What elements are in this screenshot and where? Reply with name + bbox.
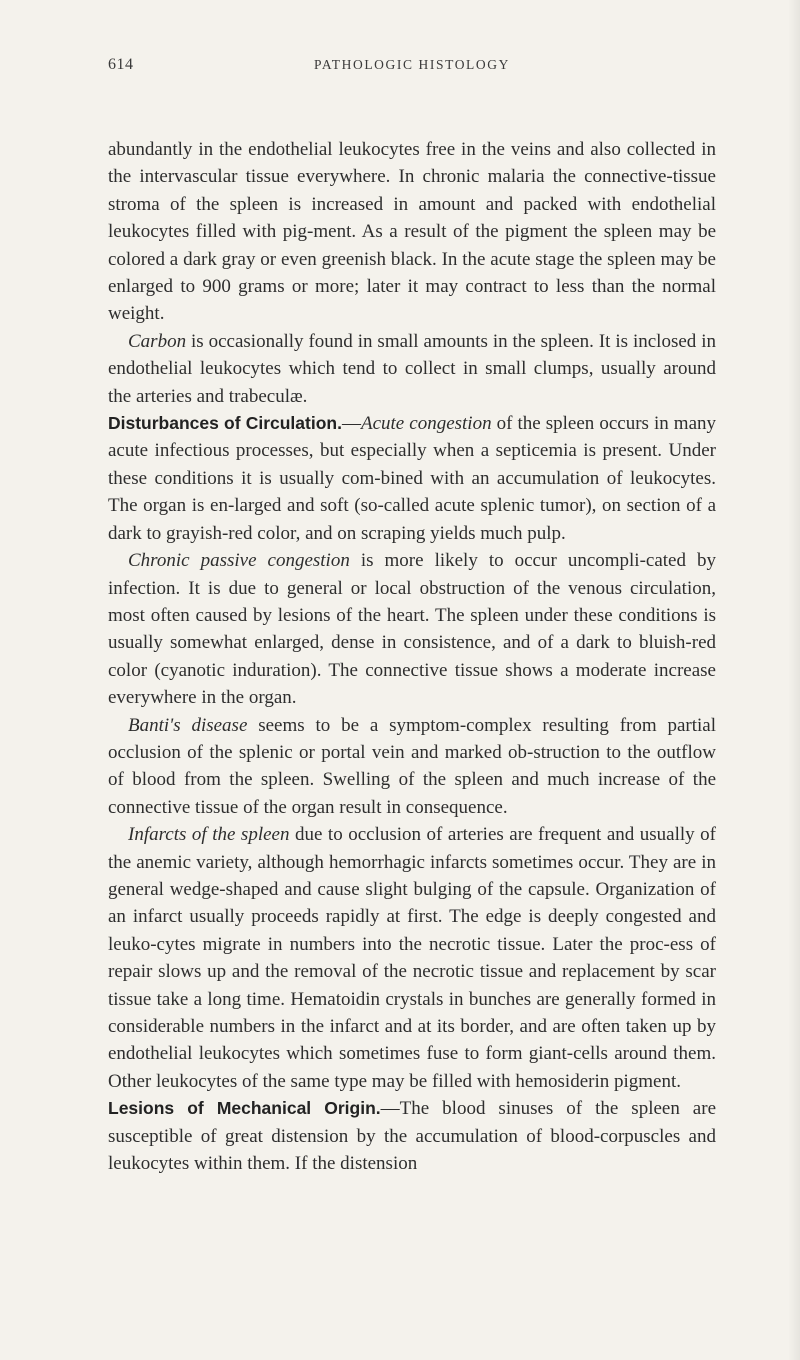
section-heading-circulation: Disturbances of Circulation.: [108, 413, 342, 434]
paragraph-text: due to occlusion of arteries are frequent and usually of the anemic variety, although hemorrhagic infarcts sometimes occur. They are in general wedge-shaped and cause slight bulging of the capsule. Organization of an infarct usually proceeds rapidly at first. The edge is deeply congested and leuko-cytes migrate in numbers into the necrotic tissue. Later the proc-ess of repair slows up and the removal of the necrotic tissue and replacement by scar tissue take a long time. Hematoidin crystals in bunches are generally formed in considerable numbers in the infarct and at its border, and are often taken up by endothelial leukocytes which sometimes fuse to form giant-cells around them. Other leukocytes of the same type may be filled with hemosiderin pigment.: [108, 824, 716, 1092]
paragraph-text: seems to be a symptom-complex resulting from partial occlusion of the splenic or portal vein and marked ob-struction to the outflow of blood from the spleen. Swelling of the spleen and much increase of the connective tissue of the organ result in consequence.: [108, 714, 717, 818]
paragraph-text: of the spleen occurs in many acute infectious processes, but especially when a septicemia is present. Under these conditions it is usually com-bined with an accumulation of leukocytes. The organ is en-larged and soft (so-called acute splenic tumor), on section of a dark to grayish-red color, and on scraping yields much pulp.: [108, 413, 717, 544]
term-bantis-disease: Banti's disease: [128, 714, 248, 736]
paragraph-infarcts: [108, 821, 716, 1095]
paragraph-carbon: [108, 328, 716, 410]
term-chronic-passive-congestion: Chronic passive congestion: [128, 550, 350, 572]
paragraph-malaria: [108, 136, 716, 328]
paragraph-bantis-disease: [108, 712, 716, 822]
page-edge-shadow: [788, 0, 800, 1360]
heading-dash: —: [341, 413, 361, 435]
term-carbon: Carbon: [128, 330, 187, 352]
paragraph-text: is occasionally found in small amounts in the spleen. It is inclosed in endothelial leukocytes which tend to collect in small clumps, usually around the arteries and trabeculæ.: [108, 330, 716, 407]
heading-dash: —: [380, 1098, 400, 1120]
term-infarcts-of-spleen: Infarcts of the spleen: [128, 824, 290, 846]
running-head: PATHOLOGIC HISTOLOGY: [314, 57, 510, 72]
body-text: [108, 136, 716, 1177]
section-heading-mechanical: Lesions of Mechanical Origin.: [108, 1098, 381, 1119]
term-acute-congestion: Acute congestion: [360, 413, 492, 435]
paragraph-chronic-passive-congestion: [108, 547, 716, 711]
paragraph-text: The blood sinuses of the spleen are susceptible of great distension by the accumulation of blood-corpuscles and leukocytes within them. If the distension: [108, 1098, 717, 1175]
paragraph-mechanical-lesions: [108, 1095, 716, 1177]
page-number: 614: [108, 56, 134, 73]
page-header: [108, 56, 716, 80]
paragraph-disturbances-of-circulation: [108, 410, 716, 547]
paragraph-text: is more likely to occur uncompli-cated by infection. It is due to general or local obstruction of the venous circulation, most often caused by lesions of the heart. The spleen under these conditions is usually somewhat enlarged, dense in consistence, and of a dark to bluish-red color (cyanotic induration). The connective tissue shows a moderate increase everywhere in the organ.: [108, 550, 716, 709]
paragraph-text: abundantly in the endothelial leukocytes free in the veins and also collected in the intervascular tissue everywhere. In chronic malaria the connective-tissue stroma of the spleen is increased in amount and packed with endothelial leukocytes filled with pig-ment. As a result of the pigment the spleen may be colored a dark gray or even greenish black. In the acute stage the spleen may be enlarged to 900 grams or more; later it may contract to less than the normal weight.: [108, 139, 716, 325]
